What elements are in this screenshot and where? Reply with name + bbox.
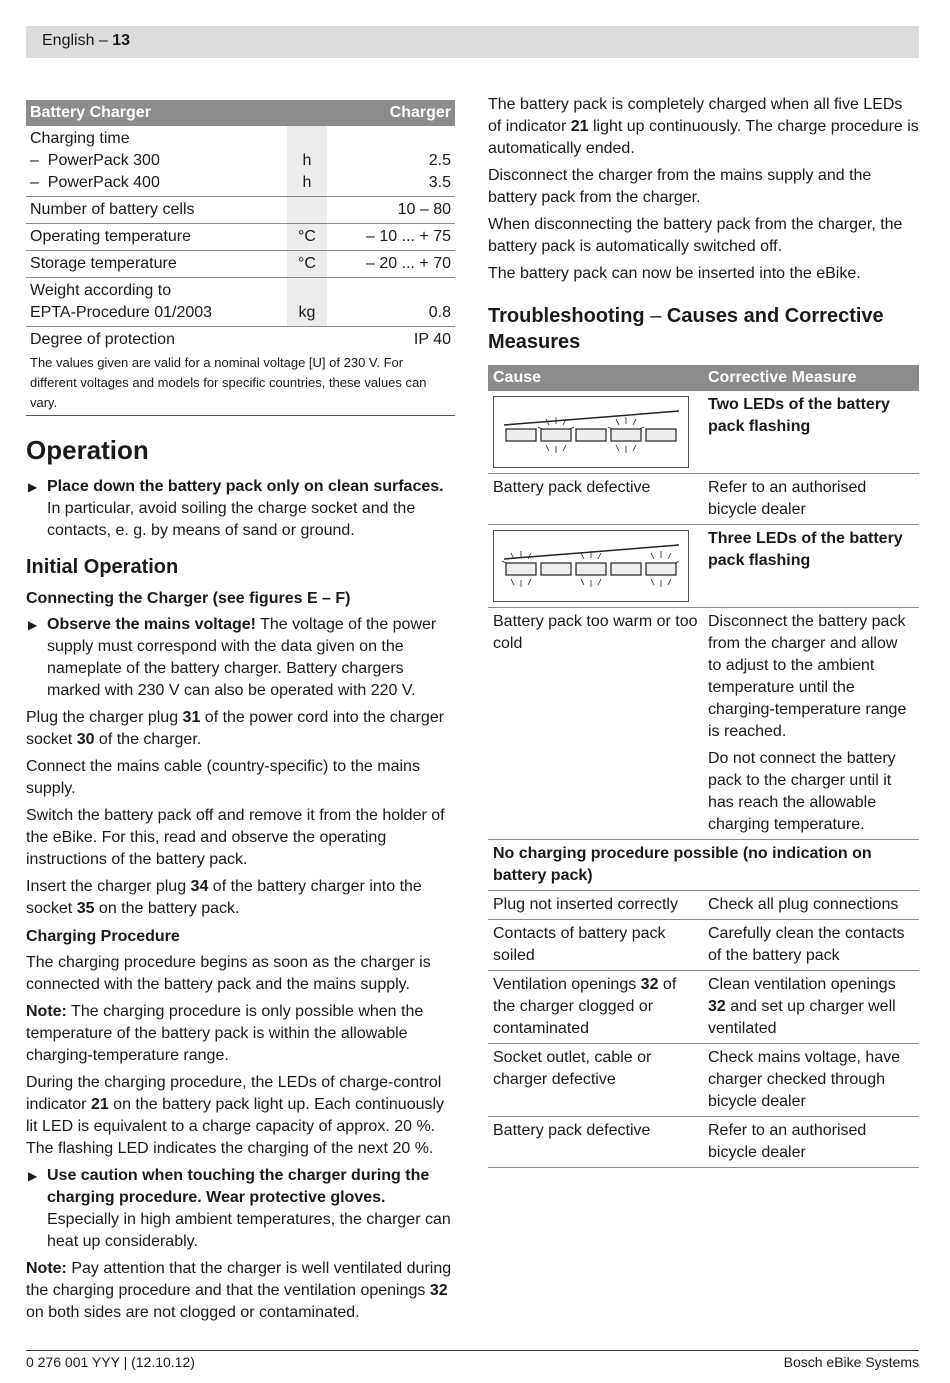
bullet-clean-surfaces [26, 476, 455, 542]
weight-label-2: EPTA-Procedure 01/2003 [30, 304, 213, 321]
insert-ebike-paragraph: The battery pack can now be inserted into the eBike. [488, 265, 861, 282]
cause-cell: Socket outlet, cable or charger defective [488, 1044, 703, 1117]
ts-head-cause: Cause [488, 365, 703, 391]
insert-paragraph: Insert the charger plug 34 of the battery charger into the socket 35 on the battery pack. [26, 878, 422, 917]
measure-cell: Check mains voltage, have charger checked through bicycle dealer [703, 1044, 919, 1117]
during-paragraph: During the charging procedure, the LEDs of charge-control indicator 21 on the battery pack light up. Each continuously lit LED is equivalent to a charge capacity of approx. 20 %. The flashing LED indicates the charging of the next 20 %. [26, 1074, 445, 1157]
troubleshooting-table [488, 365, 919, 1168]
disconnect-paragraph: Disconnect the charger from the mains supply and the battery pack from the charger. [488, 167, 872, 206]
triangle-bullet-icon: ▶ [28, 618, 38, 632]
bullet1-bold: Place down the battery pack only on clean surfaces. [47, 478, 444, 495]
table-row [488, 1117, 919, 1168]
no-charging-text: No charging procedure possible (no indication on battery pack) [493, 845, 872, 884]
plug-paragraph: Plug the charger plug 31 of the power cord into the charger socket 30 of the charger. [26, 709, 445, 748]
measure-cell: Clean ventilation openings 32 and set up charger well ventilated [703, 971, 919, 1044]
triangle-bullet-icon: ▶ [28, 480, 38, 494]
table-row [488, 920, 919, 971]
page-header [26, 26, 919, 58]
bullet3-bold: Use caution when touching the charger during the charging procedure. Wear protective gloves. [47, 1167, 430, 1206]
note1-paragraph: Note: The charging procedure is only possible when the temperature of the battery pack is within the allowable charging-temperature range. [26, 1003, 424, 1064]
header-text [42, 32, 130, 50]
cause-cell: Battery pack defective [488, 1117, 703, 1168]
measure-cell: Refer to an authorised bicycle dealer [703, 474, 919, 525]
mains-paragraph: Connect the mains cable (country-specific) to the mains supply. [26, 758, 420, 797]
weight-label [26, 278, 287, 327]
table-row [26, 126, 455, 197]
st-temp-label: Storage temperature [26, 251, 287, 278]
unit-h-400: h [302, 174, 312, 191]
table-row [26, 251, 455, 278]
table-row [488, 971, 919, 1044]
weight-label-1: Weight according to [30, 282, 172, 299]
bullet3-text: Especially in high ambient temperatures, the charger can heat up considerably. [47, 1211, 451, 1250]
table-row [26, 278, 455, 327]
footer-divider [26, 1350, 919, 1351]
spec-value [327, 126, 455, 197]
pp400-value: 3.5 [428, 174, 451, 191]
note2-paragraph: Note: Pay attention that the charger is well ventilated during the charging procedure and that the ventilation openings 32 on both sides are not clogged or contaminated. [26, 1260, 452, 1321]
op-temp-value: – 10 ... + 75 [327, 224, 455, 251]
cause-cell: Ventilation openings 32 of the charger clogged or contaminated [488, 971, 703, 1044]
three-leds-flashing-figure [493, 530, 689, 602]
spec-head-unit [287, 100, 327, 126]
pp300-label: – PowerPack 300 [30, 152, 160, 169]
charging-procedure-title: Charging Procedure [26, 928, 180, 945]
right-column [488, 94, 919, 1168]
spec-unit [287, 126, 327, 197]
unit-h-300: h [302, 152, 312, 169]
protection-label: Degree of protection [30, 331, 175, 348]
cells-value: 10 – 80 [327, 197, 455, 224]
header-dash: – [94, 32, 113, 49]
table-row [488, 391, 919, 474]
header-language: English [42, 32, 95, 49]
measure-cell: Do not connect the battery pack to the charger until it has reach the allowable charging temperature. [708, 750, 896, 833]
spec-head-right: Charger [327, 100, 455, 126]
connecting-title: Connecting the Charger (see figures E – F) [26, 590, 351, 607]
begin-paragraph: The charging procedure begins as soon as the charger is connected with the battery pack and the mains supply. [26, 954, 431, 993]
bullet-mains-voltage [26, 614, 455, 702]
table-row [488, 1044, 919, 1117]
spec-head-left: Battery Charger [26, 100, 287, 126]
table-row [488, 525, 919, 608]
op-temp-unit: °C [287, 224, 327, 251]
spec-table [26, 100, 455, 353]
when-paragraph: When disconnecting the battery pack from the charger, the battery pack is automatically switched off. [488, 216, 903, 255]
charging-time-label: Charging time [30, 130, 130, 147]
bullet2-text: The voltage of the power supply must correspond with the data given on the nameplate of the battery charger. Battery chargers marked with 230 V can also be operated with 220 V. [47, 616, 437, 699]
op-temp-label: Operating temperature [26, 224, 287, 251]
initial-operation-title: Initial Operation [26, 556, 179, 578]
two-leds-flashing-figure [493, 396, 689, 468]
switch-paragraph: Switch the battery pack off and remove it from the holder of the eBike. For this, read and observe the operating instructions of the battery pack. [26, 807, 445, 868]
troubleshooting-title: Troubleshooting – Causes and Corrective Measures [488, 305, 884, 353]
table-row [26, 224, 455, 251]
left-column [26, 100, 455, 1329]
bullet1-text: In particular, avoid soiling the charge socket and the contacts, e. g. by means of sand or ground. [47, 500, 416, 539]
measure-cell: Carefully clean the contacts of the battery pack [703, 920, 919, 971]
weight-unit: kg [298, 304, 316, 321]
footer-doc-number: 0 276 001 YYY | (12.10.12) [26, 1354, 195, 1370]
table-row [488, 891, 919, 920]
table-row [488, 474, 919, 525]
measure-cell: Disconnect the battery pack from the charger and allow to adjust to the ambient temperature until the charging-temperature range is reached. [708, 613, 907, 740]
bullet-caution [26, 1165, 455, 1253]
triangle-bullet-icon: ▶ [28, 1169, 38, 1183]
measure-cell: Refer to an authorised bicycle dealer [703, 1117, 919, 1168]
cause-cell: Plug not inserted correctly [488, 891, 703, 920]
table-row [488, 608, 919, 840]
table-row [26, 197, 455, 224]
measure-cell: Check all plug connections [703, 891, 919, 920]
three-leds-text: Three LEDs of the battery pack flashing [708, 530, 903, 569]
st-temp-unit: °C [287, 251, 327, 278]
operation-title: Operation [26, 435, 149, 465]
table-row [26, 327, 455, 354]
cells-label: Number of battery cells [26, 197, 287, 224]
cause-cell: Contacts of battery pack soiled [488, 920, 703, 971]
ts-head-measure: Corrective Measure [703, 365, 919, 391]
page-number: 13 [112, 32, 131, 49]
weight-value: 0.8 [428, 304, 451, 321]
two-leds-text: Two LEDs of the battery pack flashing [708, 396, 890, 435]
pp300-value: 2.5 [428, 152, 451, 169]
footer-brand: Bosch eBike Systems [783, 1354, 919, 1370]
st-temp-value: – 20 ... + 70 [327, 251, 455, 278]
spec-footnote: The values given are valid for a nominal voltage [U] of 230 V. For different voltages and models for specific countries, these values can vary. [26, 353, 455, 416]
table-row [488, 840, 919, 891]
complete-paragraph: The battery pack is completely charged when all five LEDs of indicator 21 light up continuously. The charge procedure is automatically ended. [488, 96, 919, 157]
protection-value: IP 40 [413, 331, 451, 348]
pp400-label: – PowerPack 400 [30, 174, 160, 191]
bullet2-bold: Observe the mains voltage! [47, 616, 256, 633]
cause-cell: Battery pack too warm or too cold [488, 608, 703, 840]
spec-label [26, 126, 287, 197]
cause-cell: Battery pack defective [488, 474, 703, 525]
